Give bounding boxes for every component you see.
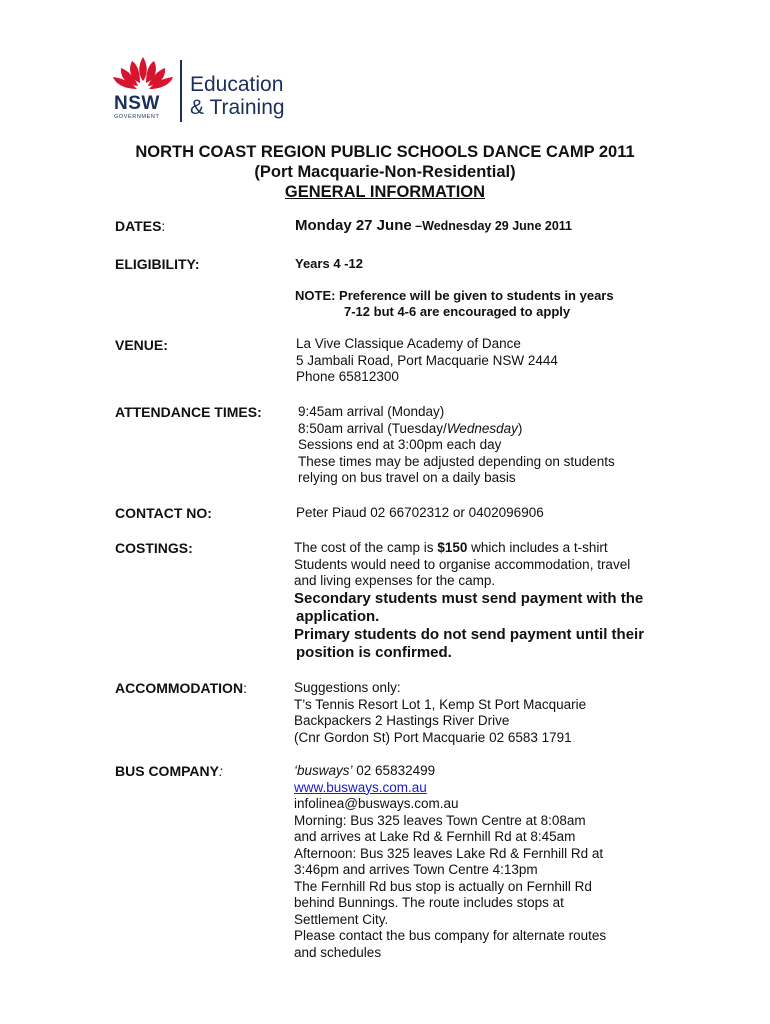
attendance-details xyxy=(298,404,615,487)
bus-line: Afternoon: Bus 325 leaves Lake Rd & Fernhill Rd at xyxy=(294,845,604,861)
costings-line2: Students would need to organise accommodation, travel xyxy=(294,556,631,572)
costings-primary-line1: Primary students do not send payment until their xyxy=(294,626,645,643)
costings-label: COSTINGS: xyxy=(115,540,193,556)
dates-value xyxy=(295,217,572,235)
attendance-monday: 9:45am arrival (Monday) xyxy=(298,404,445,419)
accommodation-label xyxy=(115,680,247,696)
accommodation-intro: Suggestions only: xyxy=(294,680,401,695)
bus-company-phone: 02 65832499 xyxy=(352,763,436,778)
logo-government-text: GOVERNMENT xyxy=(114,114,160,120)
contact-value: Peter Piaud 02 66702312 or 0402096906 xyxy=(296,505,544,520)
dates-label xyxy=(115,218,165,234)
venue-phone: Phone 65812300 xyxy=(296,369,399,384)
bus-website-link[interactable]: www.busways.com.au xyxy=(294,779,427,795)
dates-end: –Wednesday 29 June 2011 xyxy=(411,219,572,233)
costings-secondary-line2: application. xyxy=(296,608,380,625)
attendance-tue-wed xyxy=(298,421,615,438)
bus-line: The Fernhill Rd bus stop is actually on Fernhill Rd xyxy=(294,878,592,894)
costings-secondary-note xyxy=(294,590,643,626)
venue-name: La Vive Classique Academy of Dance xyxy=(296,336,521,351)
bus-line: 3:46pm and arrives Town Centre 4:13pm xyxy=(294,862,538,877)
eligibility-label: ELIGIBILITY: xyxy=(115,256,200,272)
document-subtitle: (Port Macquarie-Non-Residential) xyxy=(254,163,516,181)
accommodation-details xyxy=(294,680,586,746)
bus-email: infolinea@busways.com.au xyxy=(294,796,459,811)
bus-company-name-line xyxy=(294,763,606,780)
general-information-heading: GENERAL INFORMATION xyxy=(284,183,486,201)
bus-company-label xyxy=(115,763,223,779)
eligibility-note-line2: 7-12 but 4-6 are encouraged to apply xyxy=(344,304,571,319)
bus-company-name: ‘busways’ xyxy=(294,763,353,778)
venue-label: VENUE: xyxy=(115,337,168,353)
attendance-tue-wed-b: Wednesday xyxy=(446,420,518,436)
costings-primary-line2: position is confirmed. xyxy=(296,644,452,661)
attendance-note2: relying on bus travel on a daily basis xyxy=(298,470,516,485)
document-title: NORTH COAST REGION PUBLIC SCHOOLS DANCE CAMP 2011 xyxy=(135,143,635,161)
logo-education-text: Education xyxy=(190,73,284,96)
bus-website-row xyxy=(294,780,606,797)
venue-address: 5 Jambali Road, Port Macquarie NSW 2444 xyxy=(296,352,558,368)
attendance-label: ATTENDANCE TIMES: xyxy=(115,404,262,420)
accommodation-option2-address: (Cnr Gordon St) Port Macquarie 02 6583 1791 xyxy=(294,729,572,745)
section-heading xyxy=(0,183,770,202)
bus-line: Morning: Bus 325 leaves Town Centre at 8:08am xyxy=(294,812,586,828)
bus-line: and arrives at Lake Rd & Fernhill Rd at 8:45am xyxy=(294,829,576,844)
attendance-tue-wed-a: 8:50am arrival (Tuesday/ xyxy=(298,420,447,436)
dates-colon: : xyxy=(161,218,166,234)
costings-primary-note xyxy=(294,626,644,662)
costings-price-a: The cost of the camp is xyxy=(294,540,438,555)
waratah-icon xyxy=(110,55,176,95)
bus-company-details xyxy=(294,763,606,961)
bus-line: Please contact the bus company for alternate routes xyxy=(294,928,607,943)
attendance-note1: These times may be adjusted depending on students xyxy=(298,453,615,469)
logo-nsw-text: NSW xyxy=(114,93,160,114)
accommodation-label-text: ACCOMMODATION xyxy=(115,680,244,696)
costings-price-c: which includes a t-shirt xyxy=(467,540,608,555)
accommodation-option1: T’s Tennis Resort Lot 1, Kemp St Port Macquarie xyxy=(294,696,587,712)
dates-start: Monday 27 June xyxy=(295,217,412,234)
costings-price: $150 xyxy=(437,540,468,555)
venue-details xyxy=(296,336,558,386)
costings-secondary-line1: Secondary students must send payment with the xyxy=(294,590,644,607)
bus-line: Settlement City. xyxy=(294,911,389,927)
accommodation-option2: Backpackers 2 Hastings River Drive xyxy=(294,713,510,728)
costings-details xyxy=(294,540,630,590)
bus-line: behind Bunnings. The route includes stops at xyxy=(294,895,564,910)
attendance-tue-wed-c: ) xyxy=(517,420,523,436)
dates-label-text: DATES xyxy=(115,218,162,234)
nsw-education-logo xyxy=(110,55,300,125)
logo-divider xyxy=(180,60,182,122)
contact-label: CONTACT NO: xyxy=(115,505,212,521)
attendance-end: Sessions end at 3:00pm each day xyxy=(298,437,502,452)
bus-line: and schedules xyxy=(294,944,382,960)
eligibility-value: Years 4 -12 xyxy=(295,256,363,271)
costings-price-line xyxy=(294,540,630,557)
bus-company-colon: : xyxy=(218,763,223,779)
eligibility-note-line1: NOTE: Preference will be given to students in years xyxy=(295,288,614,303)
logo-training-text: & Training xyxy=(190,96,285,119)
costings-line3: and living expenses for the camp. xyxy=(294,573,496,588)
accommodation-colon: : xyxy=(243,680,247,696)
bus-company-label-text: BUS COMPANY xyxy=(115,763,219,779)
